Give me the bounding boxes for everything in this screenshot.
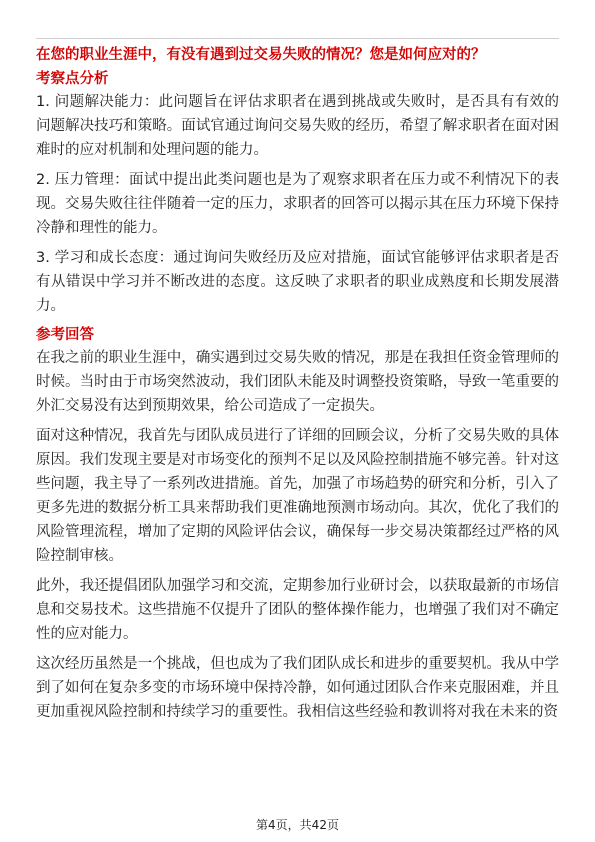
page-number: 第4页，共42页 (256, 818, 339, 832)
answer-body (36, 346, 559, 724)
answer-paragraph: 这次经历虽然是一个挑战，但也成为了我们团队成长和进步的重要契机。我从中学到了如何在复杂多变的市场环境中保持冷静，如何通过团队合作来克服困难，并且更加重视风险控制和持续学习的重要性。我相信这些经验和教训将对我在未来的资 (36, 656, 559, 720)
answer-heading: 参考回答 (36, 327, 94, 343)
analysis-heading: 考察点分析 (36, 71, 109, 87)
interview-question: 在您的职业生涯中，有没有遇到过交易失败的情况？您是如何应对的？ (36, 47, 486, 63)
page-content (36, 44, 559, 730)
answer-paragraph: 在我之前的职业生涯中，确实遇到过交易失败的情况，那是在我担任资金管理师的时候。当时由于市场突然波动，我们团队未能及时调整投资策略，导致一笔重要的外汇交易没有达到预期效果，给公司造成了一定损失。 (36, 350, 559, 414)
header-divider (36, 38, 559, 39)
analysis-point: 1. 问题解决能力：此问题旨在评估求职者在遇到挑战或失败时，是否具有有效的问题解决技巧和策略。面试官通过询问交易失败的经历，希望了解求职者在面对困难时的应对机制和处理问题的能力。 (36, 94, 559, 158)
answer-paragraph: 面对这种情况，我首先与团队成员进行了详细的回顾会议，分析了交易失败的具体原因。我们发现主要是对市场变化的预判不足以及风险控制措施不够完善。针对这些问题，我主导了一系列改进措施。首先，加强了市场趋势的研究和分析，引入了更多先进的数据分析工具来帮助我们更准确地预测市场动向。其次，优化了我们的风险管理流程，增加了定期的风险评估会议，确保每一步交易决策都经过严格的风险控制审核。 (36, 428, 559, 564)
analysis-point: 2. 压力管理：面试中提出此类问题也是为了观察求职者在压力或不利情况下的表现。交易失败往往伴随着一定的压力，求职者的回答可以揭示其在压力环境下保持冷静和理性的能力。 (36, 172, 559, 236)
analysis-point: 3. 学习和成长态度：通过询问失败经历及应对措施，面试官能够评估求职者是否有从错误中学习并不断改进的态度。这反映了求职者的职业成熟度和长期发展潜力。 (36, 250, 559, 314)
answer-paragraph: 此外，我还提倡团队加强学习和交流，定期参加行业研讨会，以获取最新的市场信息和交易技术。这些措施不仅提升了团队的整体操作能力，也增强了我们对不确定性的应对能力。 (36, 578, 559, 642)
